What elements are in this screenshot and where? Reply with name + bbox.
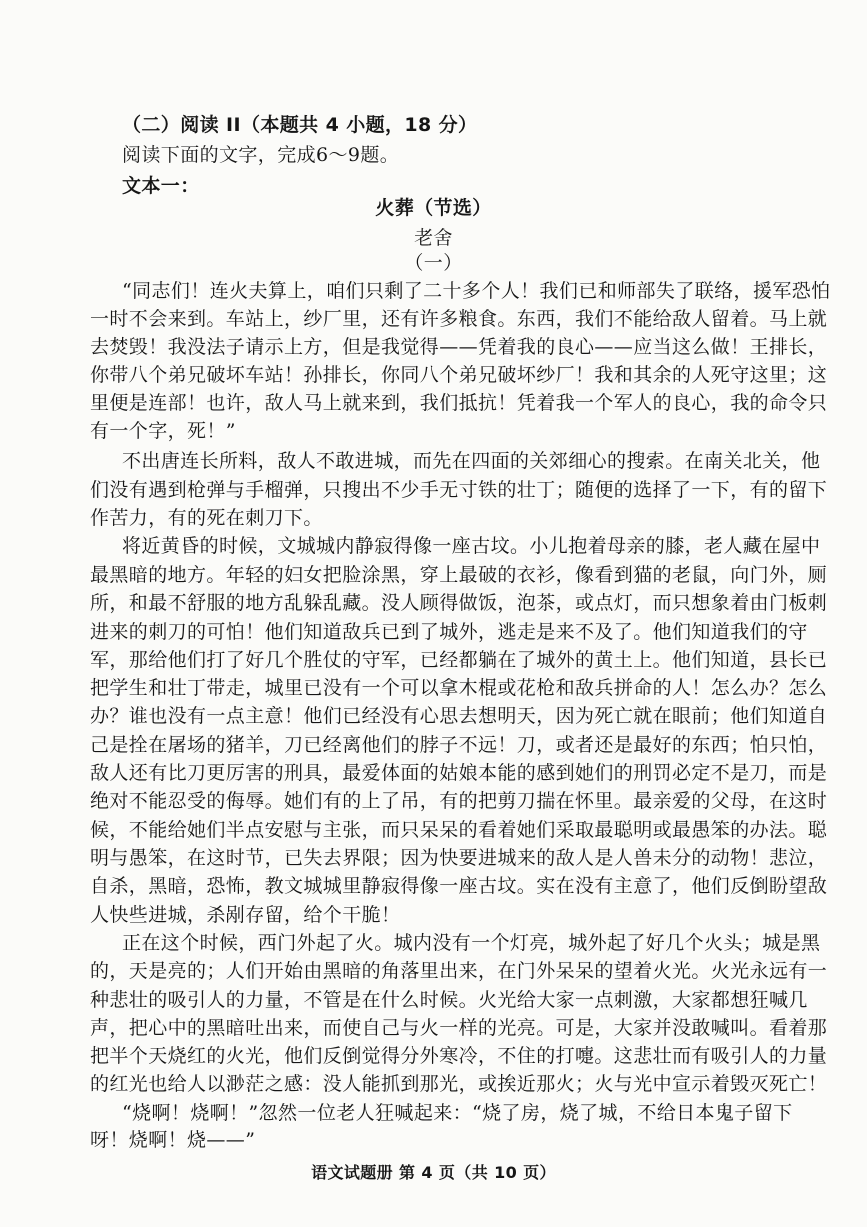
- text-line: 候，不能给她们半点安慰与主张，而只呆呆的看着她们采取最聪明或最愚笨的办法。聪: [90, 819, 828, 841]
- text-line: 的，天是亮的；人们开始由黑暗的角落里出来，在门外呆呆的望着火光。火光永远有一: [90, 960, 828, 982]
- text-line: 绝对不能忍受的侮辱。她们有的上了吊，有的把剪刀揣在怀里。最亲爱的父母，在这时: [90, 790, 828, 812]
- text-line: 一时不会来到。车站上，纱厂里，还有许多粮食。东西，我们不能给敌人留着。马上就: [90, 308, 828, 330]
- text-line: “烧啊！烧啊！”忽然一位老人狂喊起来：“烧了房，烧了城，不给日本鬼子留下: [122, 1102, 793, 1124]
- section-heading: （二）阅读 II（本题共 4 小题，18 分）: [122, 114, 478, 136]
- text-line: 己是拴在屠场的猪羊，刀已经离他们的脖子不远！刀，或者还是最好的东西；怕只怕，: [90, 734, 828, 756]
- text-line: 把半个天烧红的火光，他们反倒觉得分外寒冷，不住的打嚏。这悲壮而有吸引人的力量: [90, 1045, 828, 1067]
- text-line: “同志们！连火夫算上，咱们只剩了二十多个人！我们已和师部失了联络，援军恐怕: [122, 280, 831, 302]
- chapter-number: （一）: [404, 252, 463, 274]
- article-author: 老舍: [414, 227, 453, 249]
- text-line: 里便是连部！也许，敌人马上就来到，我们抵抗！凭着我一个军人的良心，我的命令只: [90, 392, 828, 414]
- text-line: 你带八个弟兄破坏车站！孙排长，你同八个弟兄破坏纱厂！我和其余的人死守这里；这: [90, 364, 828, 386]
- text-line: 呀！烧啊！烧——”: [90, 1129, 256, 1151]
- text-line: 作苦力，有的死在刺刀下。: [90, 507, 323, 529]
- text-line: 把学生和壮丁带走，城里已没有一个可以拿木棍或花枪和敌兵拼命的人！怎么办？怎么: [90, 677, 828, 699]
- article-title: 火葬（节选）: [375, 197, 492, 219]
- text-line: 所，和最不舒服的地方乱躲乱藏。没人顾得做饭，泡茶，或点灯，而只想象着由门板刺: [90, 592, 828, 614]
- text-line: 自杀，黑暗，恐怖，教文城城里静寂得像一座古坟。实在没有主意了，他们反倒盼望敌: [90, 875, 828, 897]
- text-line: 去焚毁！我没法子请示上方，但是我觉得——凭着我的良心——应当这么做！王排长，: [90, 336, 828, 358]
- text-line: 最黑暗的地方。年轻的妇女把脸涂黑，穿上最破的衣衫，像看到猫的老鼠，向门外，厕: [90, 564, 828, 586]
- text-line: 军，那给他们打了好几个胜仗的守军，已经都躺在了城外的黄土上。他们知道，县长已: [90, 649, 828, 671]
- text-label: 文本一：: [122, 175, 200, 197]
- page-footer: 语文试题册 第 4 页（共 10 页）: [311, 1163, 556, 1182]
- text-line: 不出唐连长所料，敌人不敢进城，而先在四面的关郊细心的搜索。在南关北关，他: [122, 450, 821, 472]
- text-line: 们没有遇到枪弹与手榴弹，只搜出不少手无寸铁的壮丁；随便的选择了一下，有的留下: [90, 479, 828, 501]
- text-line: 将近黄昏的时候，文城城内静寂得像一座古坟。小儿抱着母亲的膝，老人藏在屋中: [122, 535, 821, 557]
- text-line: 敌人还有比刀更厉害的刑具，最爱体面的姑娘本能的感到她们的刑罚必定不是刀，而是: [90, 762, 828, 784]
- text-line: 人快些进城，杀剐存留，给个干脆！: [90, 904, 401, 926]
- text-line: 进来的刺刀的可怕！他们知道敌兵已到了城外，逃走是来不及了。他们知道我们的守: [90, 621, 808, 643]
- text-line: 有一个字，死！”: [90, 420, 236, 442]
- text-line: 种悲壮的吸引人的力量，不管是在什么时候。火光给大家一点刺激，大家都想狂喊几: [90, 989, 808, 1011]
- text-line: 明与愚笨，在这时节，已失去界限；因为快要进城来的敌人是人兽未分的动物！悲泣，: [90, 847, 828, 869]
- text-line: 声，把心中的黑暗吐出来，而使自己与火一样的光亮。可是，大家并没敢喊叫。看着那: [90, 1017, 828, 1039]
- text-line: 办？谁也没有一点主意！他们已经没有心思去想明天，因为死亡就在眼前；他们知道自: [90, 705, 828, 727]
- text-line: 的红光也给人以渺茫之感：没人能抓到那光，或挨近那火；火与光中宣示着毁灭死亡！: [90, 1073, 828, 1095]
- instruction: 阅读下面的文字，完成6～9题。: [122, 144, 400, 166]
- text-line: 正在这个时候，西门外起了火。城内没有一个灯亮，城外起了好几个火头；城是黑: [122, 932, 821, 954]
